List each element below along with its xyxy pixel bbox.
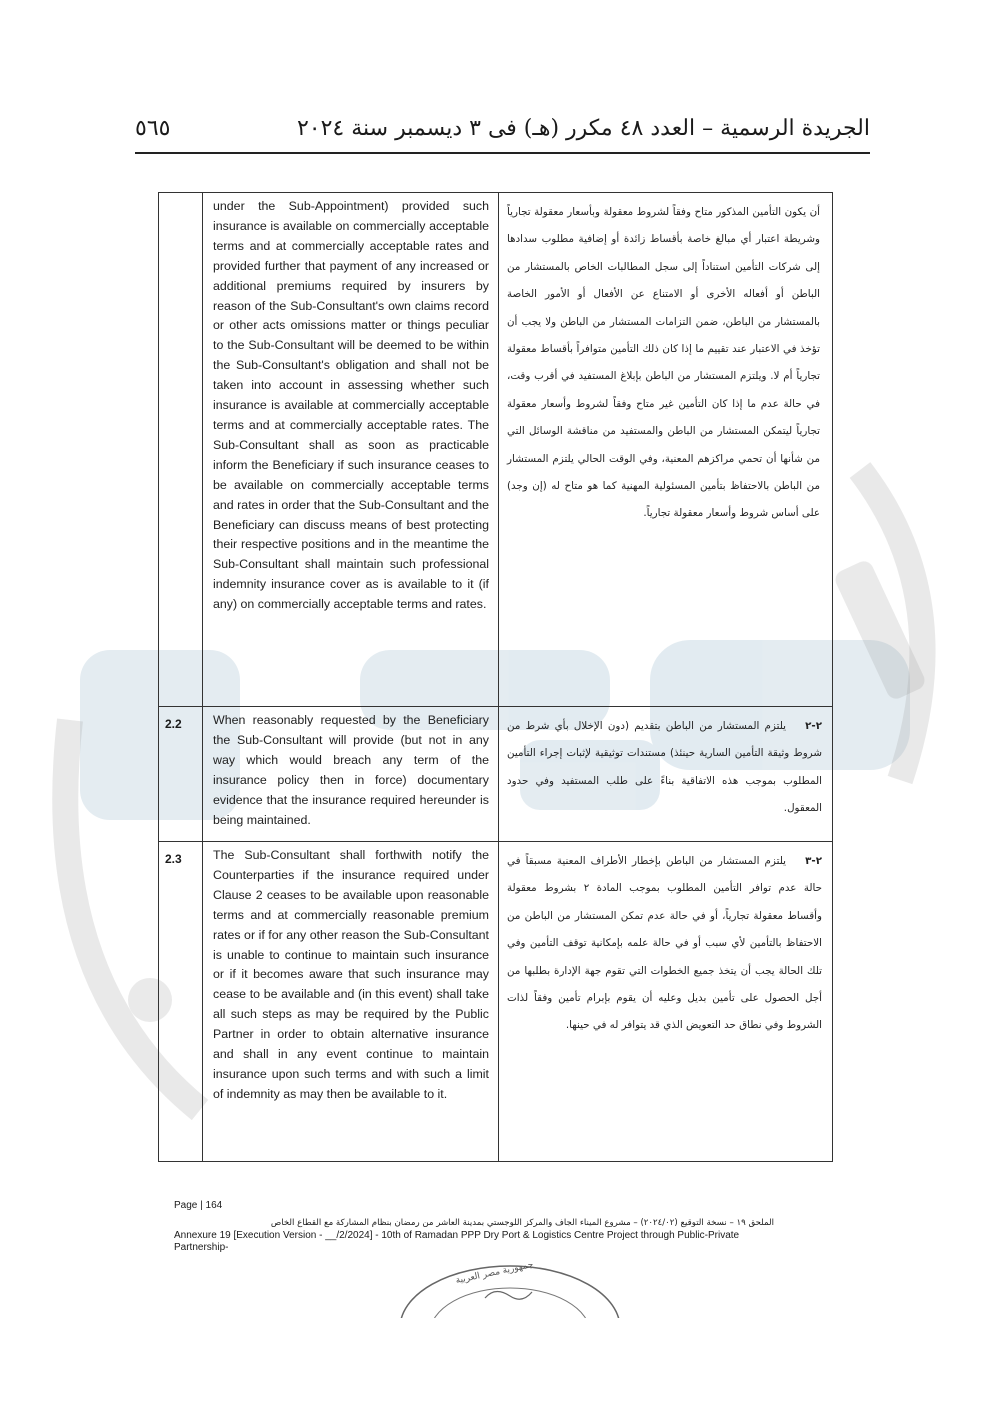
arabic-paragraph: أن يكون التأمين المذكور متاح وفقاً لشروط معقولة وبأسعار معقولة تجارياً وشريطة اعتبار أي مبالغ خاصة بأقساط زائدة أو إضافية مطلوب سدادها إلى شركات التأمين استناداً إلى سجل المطالبات الخاص بالمستشار من الباطن أو أفعاله الأخرى أو الامتناع عن الأفعال أو الأمور الخاصة بالمستشار من الباطن، ضمن التزامات المستشار من الباطن ولا يجب أن تؤخذ في الاعتبار عند تقييم ما إذا كان ذلك التأمين متوافراً بأقساط معقولة تجارياً أم لا. ويلتزم المستشار من الباطن بإبلاغ المستفيد في أقرب وقت، في حالة عدم ما إذا كان التأمين غير متاح وفقاً لشروط وأسعار معقولة تجارياً ليتمكن المستشار من الباطن والمستفيد من مناقشة الوسائل التي من شأنها أن تحمي مراكزهم المعنية، وفي الوقت الحالي يلتزم المستشار من الباطن بالاحتفاظ بتأمين المسئولية المهنية كما هو متاح له (إن وجد) على أساس شروط وأسعار معقولة تجارياً. <box>507 206 820 520</box>
english-cell <box>203 842 499 1162</box>
stamp-text: جمهورية مصر العربية <box>454 1259 535 1287</box>
arabic-cell <box>499 842 833 1162</box>
arabic-cell <box>499 193 833 707</box>
gazette-header <box>135 112 870 154</box>
arabic-paragraph: يلتزم المستشار من الباطن بتقديم (دون الإخلال بأي شرط من شروط وثيقة التأمين السارية حينئذ) مستندات توثيقية لإثبات إجراء التأمين المطلوب بموجب هذه الاتفاقية بناءً على طلب المستفيد وفي حدود المعقول. <box>507 720 822 815</box>
arabic-text <box>499 842 832 1046</box>
table-row <box>159 193 833 707</box>
clause-number: 2.2 <box>159 707 203 842</box>
arabic-clause-number: ٢-٣ <box>805 855 822 867</box>
page-number: ٥٦٥ <box>135 116 171 141</box>
footer-english-line: Annexure 19 [Execution Version - __/2/2024] - 10th of Ramadan PPP Dry Port & Logistics Centre Project through Public-Private Partnership- <box>174 1230 740 1253</box>
english-cell <box>203 193 499 707</box>
english-text: under the Sub-Appointment) provided such insurance is available on commercially acceptable terms and at commercially acceptable rates and provided further that payment of any increased or additional premiums required by insurers by reason of the Sub-Consultant's own claims record or other acts omissions matter or things peculiar to the Sub-Consultant will be deemed to be within the Sub-Consultant's obligation and shall not be taken into account in assessing whether such insurance is available at commercially acceptable terms and at commercially acceptable rates. The Sub-Consultant shall as soon as practicable inform the Beneficiary if such insurance ceases to be available on commercially acceptable terms and rates in order that the Sub-Consultant and the Beneficiary can discuss means of best protecting their respective positions and in the meantime the Sub-Consultant shall maintain such professional indemnity insurance cover as is available to it (if any) on commercially acceptable terms and rates. <box>213 199 489 612</box>
english-text: The Sub-Consultant shall forthwith notify the Counterparties if the insurance required under Clause 2 ceases to be available upon reasonable terms and at commercially reasonable premium rates or if for any other reason the Sub-Consultant is unable to continue to maintain such insurance or if it becomes aware that such insurance may cease to be available and (in this event) shall take all such steps as may be required by the Public Partner in order to obtain alternative insurance and shall in any event continue to maintain insurance upon such terms and with such a limit of indemnity as may then be available to it. <box>213 848 489 1101</box>
footer-page-label: Page | 164 <box>174 1200 223 1211</box>
arabic-text <box>499 193 832 534</box>
arabic-paragraph: يلتزم المستشار من الباطن بإخطار الأطراف المعنية مسبقاً في حالة عدم توافر التأمين المطلوب بموجب المادة ٢ بشروط معقولة وأقساط معقولة تجارياً، أو في حالة عدم تمكن المستشار من الباطن من الاحتفاظ بالتأمين لأي سبب أو في حالة علمه بإمكانية توقف التأمين وفي تلك الحالة يجب أن يتخذ جميع الخطوات التي تقوم جهة الإدارة بطلبها من أجل الحصول على تأمين بديل وعليه أن يقوم بإبرام تأمين وفقاً لذات الشروط وفي نطاق حد التعويض الذي قد يتوافر له في حينها. <box>507 855 822 1032</box>
bilingual-contract-table <box>158 192 833 1162</box>
footer-arabic-line: الملحق ١٩ – نسخة التوقيع (٢٠٢٤/٠٢) – مشروع الميناء الجاف والمركز اللوجستي بمدينة العاشر من رمضان بنظام المشاركة مع القطاع الخاص <box>270 1218 774 1228</box>
english-text: When reasonably requested by the Beneficiary the Sub-Consultant will provide (but not in any way which would breach any term of the insurance policy then in force) documentary evidence that the insurance required hereunder is being maintained. <box>213 713 489 827</box>
table-row <box>159 707 833 842</box>
table-row <box>159 842 833 1162</box>
gazette-title: الجريدة الرسمية – العدد ٤٨ مكرر (هـ) فى ٣ ديسمبر سنة ٢٠٢٤ <box>296 116 870 141</box>
english-cell <box>203 707 499 842</box>
arabic-cell <box>499 707 833 842</box>
arabic-clause-number: ٢-٢ <box>805 720 822 732</box>
arabic-text <box>499 707 832 829</box>
clause-number <box>159 193 203 707</box>
clause-number: 2.3 <box>159 842 203 1162</box>
